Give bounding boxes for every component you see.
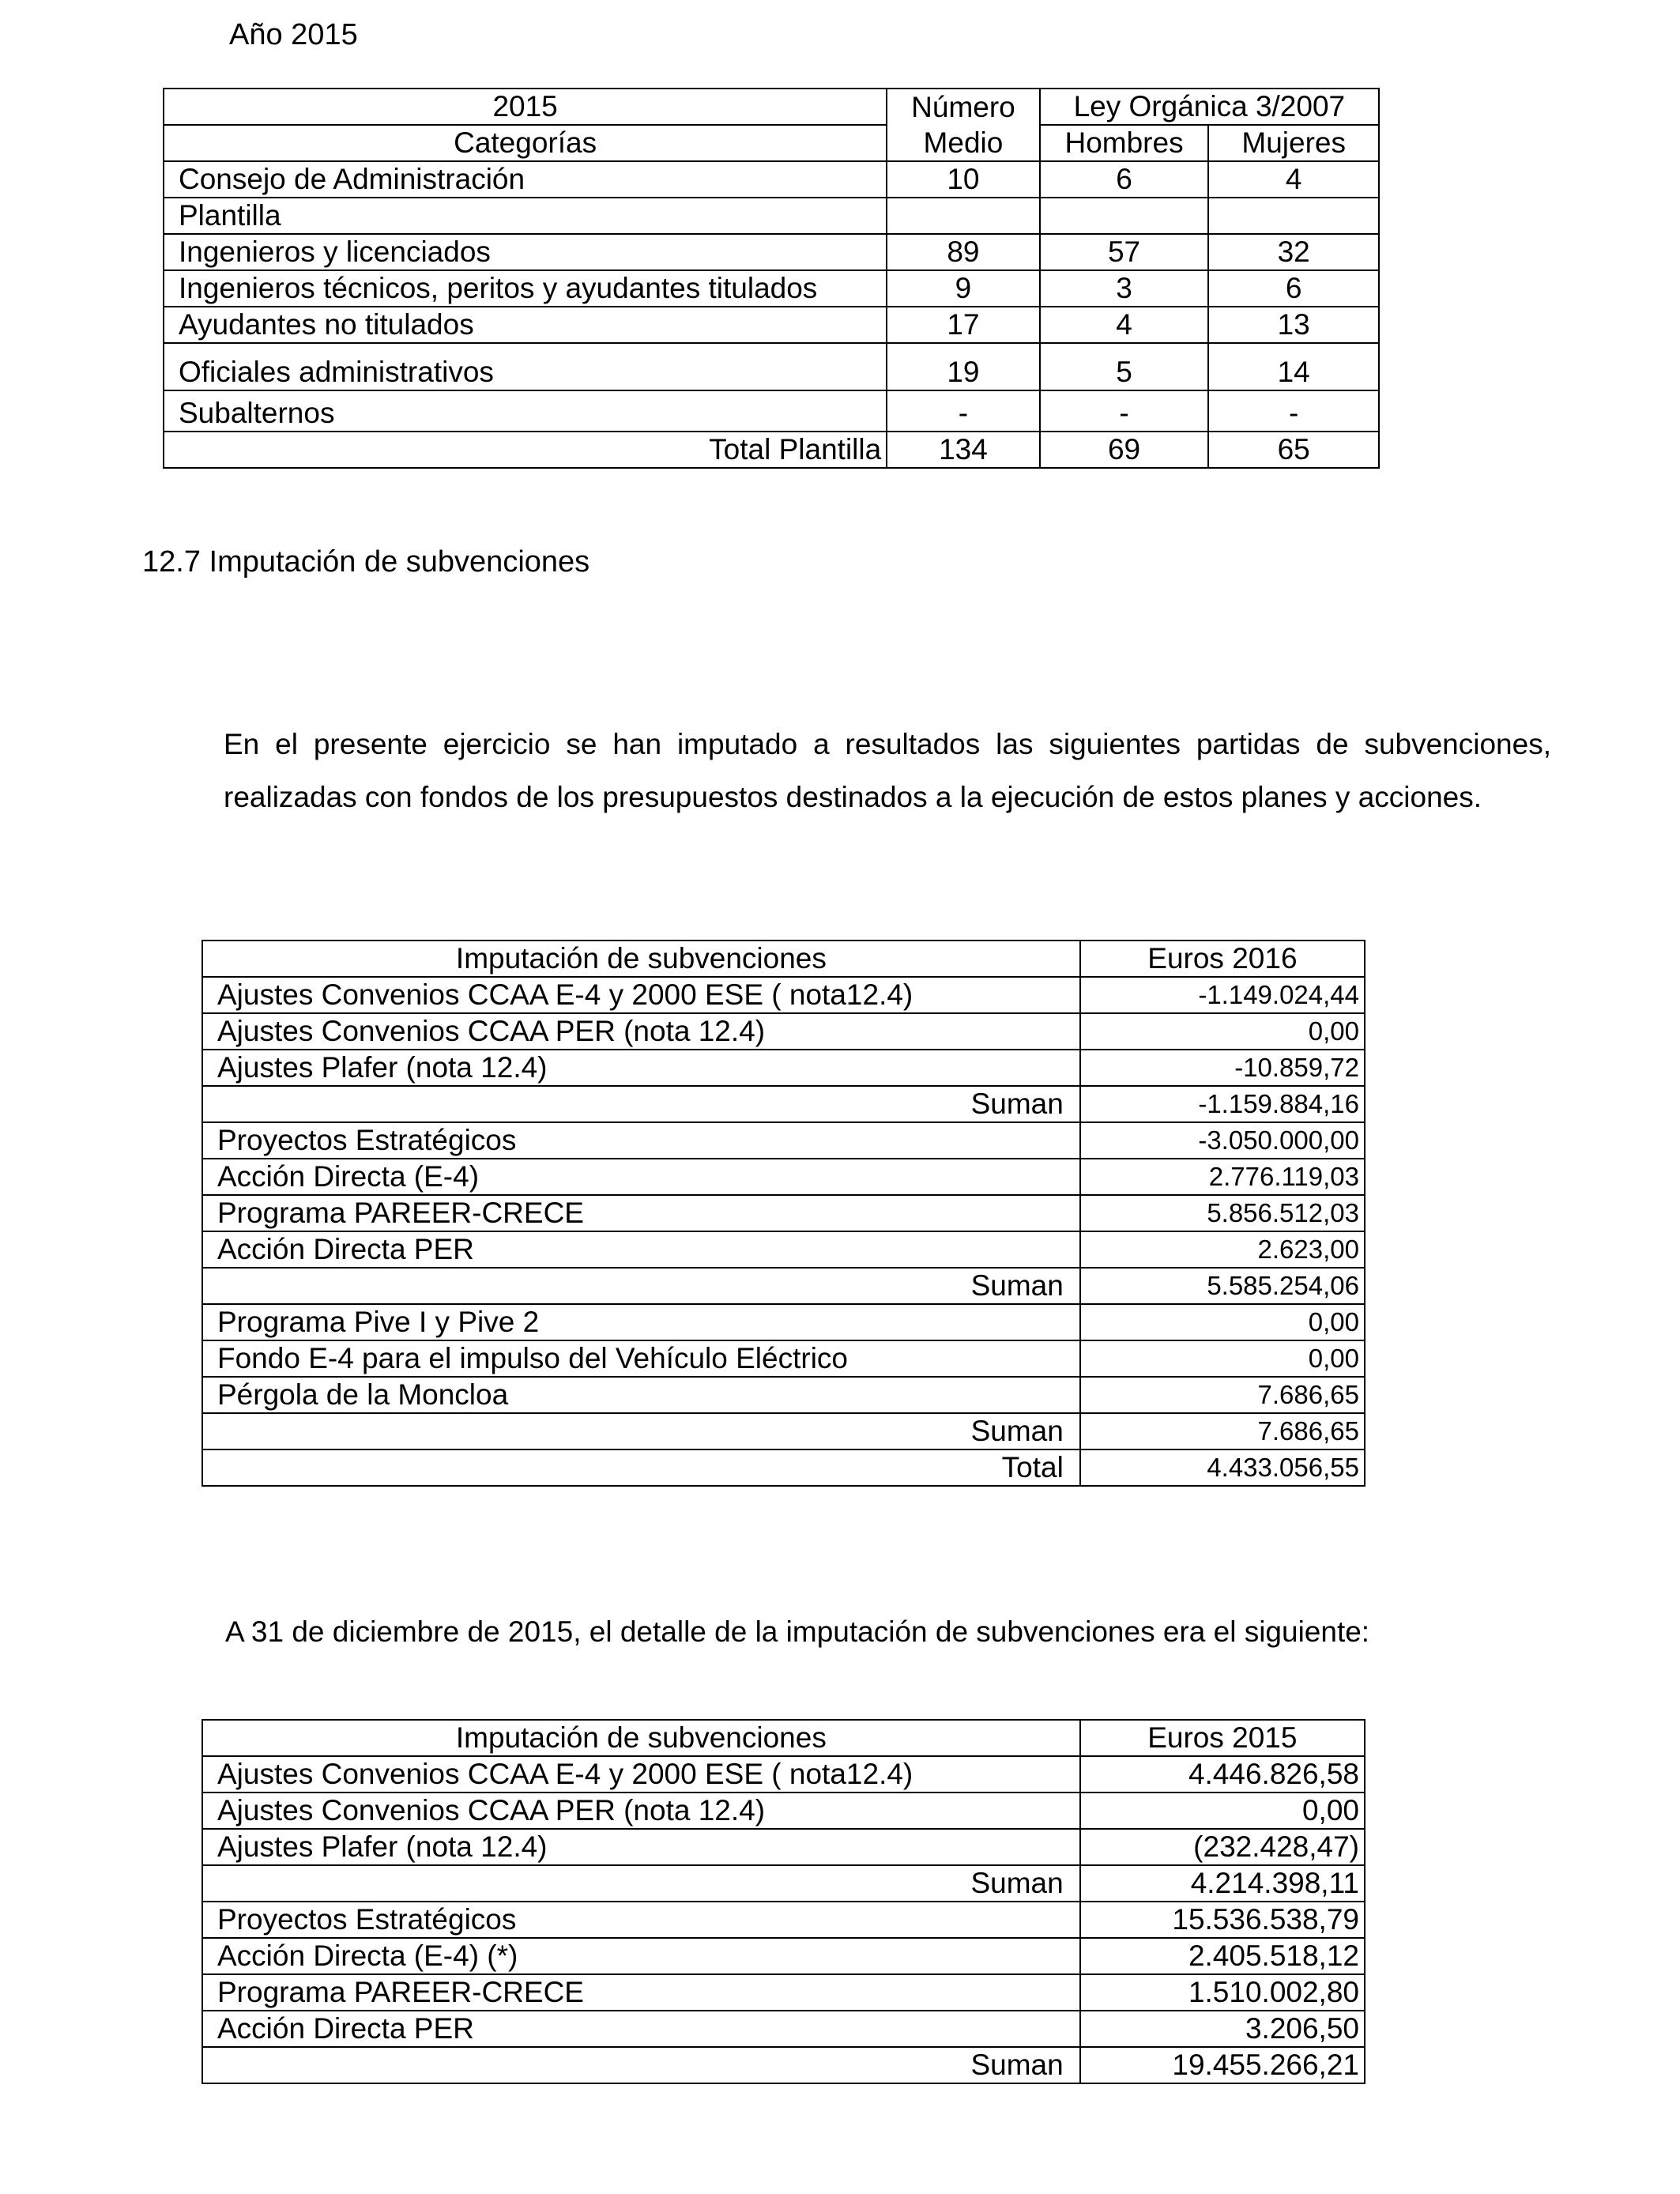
table-row <box>164 161 1379 198</box>
staff-category: Ingenieros y licenciados <box>164 234 887 270</box>
table-row <box>164 198 1379 234</box>
staff-category: Oficiales administrativos <box>164 343 887 390</box>
row-value: 0,00 <box>1080 1340 1365 1377</box>
table-row <box>202 1938 1365 1974</box>
row-value: 0,00 <box>1080 1793 1365 1829</box>
row-label: Proyectos Estratégicos <box>202 1122 1080 1159</box>
row-value: 7.686,65 <box>1080 1377 1365 1413</box>
row-value: 2.776.119,03 <box>1080 1159 1365 1195</box>
row-value: -1.149.024,44 <box>1080 977 1365 1013</box>
row-value: 2.405.518,12 <box>1080 1938 1365 1974</box>
staff-medio <box>887 198 1040 234</box>
staff-mujeres: 32 <box>1208 234 1379 270</box>
staff-hombres: 4 <box>1040 307 1209 343</box>
row-label: Proyectos Estratégicos <box>202 1902 1080 1938</box>
row-value: 19.455.266,21 <box>1080 2047 1365 2083</box>
row-label: Acción Directa (E-4) (*) <box>202 1938 1080 1974</box>
row-value: 5.585.254,06 <box>1080 1268 1365 1304</box>
staff-header-row-1 <box>164 89 1379 125</box>
section-heading: 12.7 Imputación de subvenciones <box>142 545 590 579</box>
staff-hombres: 5 <box>1040 343 1209 390</box>
row-value: (232.428,47) <box>1080 1829 1365 1865</box>
staff-mujeres: 6 <box>1208 270 1379 307</box>
row-label: Suman <box>202 2047 1080 2083</box>
table-row <box>202 1304 1365 1340</box>
row-label: Acción Directa PER <box>202 1231 1080 1268</box>
row-value: 5.856.512,03 <box>1080 1195 1365 1231</box>
col-header-euros-2015: Euros 2015 <box>1080 1720 1365 1756</box>
row-label: Ajustes Convenios CCAA E-4 y 2000 ESE ( nota12.4) <box>202 977 1080 1013</box>
staff-total-medio: 134 <box>887 432 1040 468</box>
row-value: 2.623,00 <box>1080 1231 1365 1268</box>
row-value: 7.686,65 <box>1080 1413 1365 1449</box>
row-value: 4.446.826,58 <box>1080 1756 1365 1793</box>
table-row <box>202 1377 1365 1413</box>
table-row <box>164 307 1379 343</box>
row-value: 15.536.538,79 <box>1080 1902 1365 1938</box>
table-row <box>202 1013 1365 1050</box>
row-label: Programa PAREER-CRECE <box>202 1195 1080 1231</box>
table-row <box>202 1974 1365 2011</box>
staff-header-categorias: Categorías <box>164 125 887 161</box>
table-row <box>202 1050 1365 1086</box>
row-label: Total <box>202 1449 1080 1486</box>
staff-category: Ayudantes no titulados <box>164 307 887 343</box>
row-label: Suman <box>202 1268 1080 1304</box>
staff-medio: 89 <box>887 234 1040 270</box>
col-header-imputacion: Imputación de subvenciones <box>202 941 1080 977</box>
staff-header-mujeres: Mujeres <box>1208 125 1379 161</box>
staff-mujeres: 4 <box>1208 161 1379 198</box>
intro-paragraph: En el presente ejercicio se han imputado a resultados las siguientes partidas de subvenciones, realizadas con fondos de los presupuestos destinados a la ejecución de estos planes y acciones. <box>224 728 1551 813</box>
year-heading: Año 2015 <box>229 18 358 51</box>
table-row <box>202 2047 1365 2083</box>
staff-total-hombres: 69 <box>1040 432 1209 468</box>
table-row <box>202 1231 1365 1268</box>
staff-header-numero: Número <box>887 89 1040 125</box>
row-label: Suman <box>202 1413 1080 1449</box>
table-row <box>164 270 1379 307</box>
staff-table <box>163 88 1380 469</box>
staff-hombres: 3 <box>1040 270 1209 307</box>
row-label: Programa PAREER-CRECE <box>202 1974 1080 2011</box>
row-label: Ajustes Convenios CCAA PER (nota 12.4) <box>202 1793 1080 1829</box>
table-row <box>202 1340 1365 1377</box>
staff-header-medio: Medio <box>887 125 1040 161</box>
row-value: 3.206,50 <box>1080 2011 1365 2047</box>
table-row <box>202 1086 1365 1122</box>
row-label: Ajustes Convenios CCAA E-4 y 2000 ESE ( nota12.4) <box>202 1756 1080 1793</box>
detail-paragraph: A 31 de diciembre de 2015, el detalle de la imputación de subvenciones era el siguiente: <box>225 1615 1370 1648</box>
table-row <box>202 1756 1365 1793</box>
staff-hombres <box>1040 198 1209 234</box>
row-label: Fondo E-4 para el impulso del Vehículo Eléctrico <box>202 1340 1080 1377</box>
staff-hombres: - <box>1040 390 1209 432</box>
table-total-row <box>202 1449 1365 1486</box>
row-label: Suman <box>202 1086 1080 1122</box>
table-header-row <box>202 941 1365 977</box>
row-value: 0,00 <box>1080 1304 1365 1340</box>
table-row <box>164 234 1379 270</box>
col-header-imputacion: Imputación de subvenciones <box>202 1720 1080 1756</box>
staff-category: Subalternos <box>164 390 887 432</box>
row-label: Pérgola de la Moncloa <box>202 1377 1080 1413</box>
staff-total-row <box>164 432 1379 468</box>
table-row <box>164 343 1379 390</box>
table-row <box>202 2011 1365 2047</box>
row-value: -3.050.000,00 <box>1080 1122 1365 1159</box>
table-row <box>202 1122 1365 1159</box>
staff-medio: - <box>887 390 1040 432</box>
staff-mujeres: - <box>1208 390 1379 432</box>
staff-header-hombres: Hombres <box>1040 125 1209 161</box>
staff-medio: 10 <box>887 161 1040 198</box>
row-label: Ajustes Plafer (nota 12.4) <box>202 1829 1080 1865</box>
row-value: 1.510.002,80 <box>1080 1974 1365 2011</box>
row-value: 0,00 <box>1080 1013 1365 1050</box>
staff-total-label: Total Plantilla <box>164 432 887 468</box>
staff-mujeres <box>1208 198 1379 234</box>
table-header-row <box>202 1720 1365 1756</box>
row-label: Acción Directa (E-4) <box>202 1159 1080 1195</box>
row-label: Programa Pive I y Pive 2 <box>202 1304 1080 1340</box>
table-row <box>202 1865 1365 1902</box>
staff-hombres: 6 <box>1040 161 1209 198</box>
staff-category: Plantilla <box>164 198 887 234</box>
row-value: 4.433.056,55 <box>1080 1449 1365 1486</box>
table-row <box>202 1413 1365 1449</box>
subsidies-table-2016 <box>202 940 1365 1487</box>
row-value: 4.214.398,11 <box>1080 1865 1365 1902</box>
row-value: -10.859,72 <box>1080 1050 1365 1086</box>
staff-header-row-2 <box>164 125 1379 161</box>
staff-hombres: 57 <box>1040 234 1209 270</box>
row-label: Suman <box>202 1865 1080 1902</box>
staff-header-year: 2015 <box>164 89 887 125</box>
table-row <box>202 1829 1365 1865</box>
staff-medio: 19 <box>887 343 1040 390</box>
staff-medio: 9 <box>887 270 1040 307</box>
staff-medio: 17 <box>887 307 1040 343</box>
row-label: Ajustes Convenios CCAA PER (nota 12.4) <box>202 1013 1080 1050</box>
col-header-euros-2016: Euros 2016 <box>1080 941 1365 977</box>
staff-mujeres: 14 <box>1208 343 1379 390</box>
staff-category: Ingenieros técnicos, peritos y ayudantes titulados <box>164 270 887 307</box>
row-label: Ajustes Plafer (nota 12.4) <box>202 1050 1080 1086</box>
staff-total-mujeres: 65 <box>1208 432 1379 468</box>
staff-header-ley: Ley Orgánica 3/2007 <box>1040 89 1379 125</box>
row-label: Acción Directa PER <box>202 2011 1080 2047</box>
table-row <box>202 1268 1365 1304</box>
table-row <box>202 1195 1365 1231</box>
table-row <box>202 977 1365 1013</box>
table-row <box>164 390 1379 432</box>
table-row <box>202 1159 1365 1195</box>
table-row <box>202 1902 1365 1938</box>
row-value: -1.159.884,16 <box>1080 1086 1365 1122</box>
staff-category: Consejo de Administración <box>164 161 887 198</box>
subsidies-table-2015 <box>202 1719 1365 2084</box>
table-row <box>202 1793 1365 1829</box>
staff-mujeres: 13 <box>1208 307 1379 343</box>
